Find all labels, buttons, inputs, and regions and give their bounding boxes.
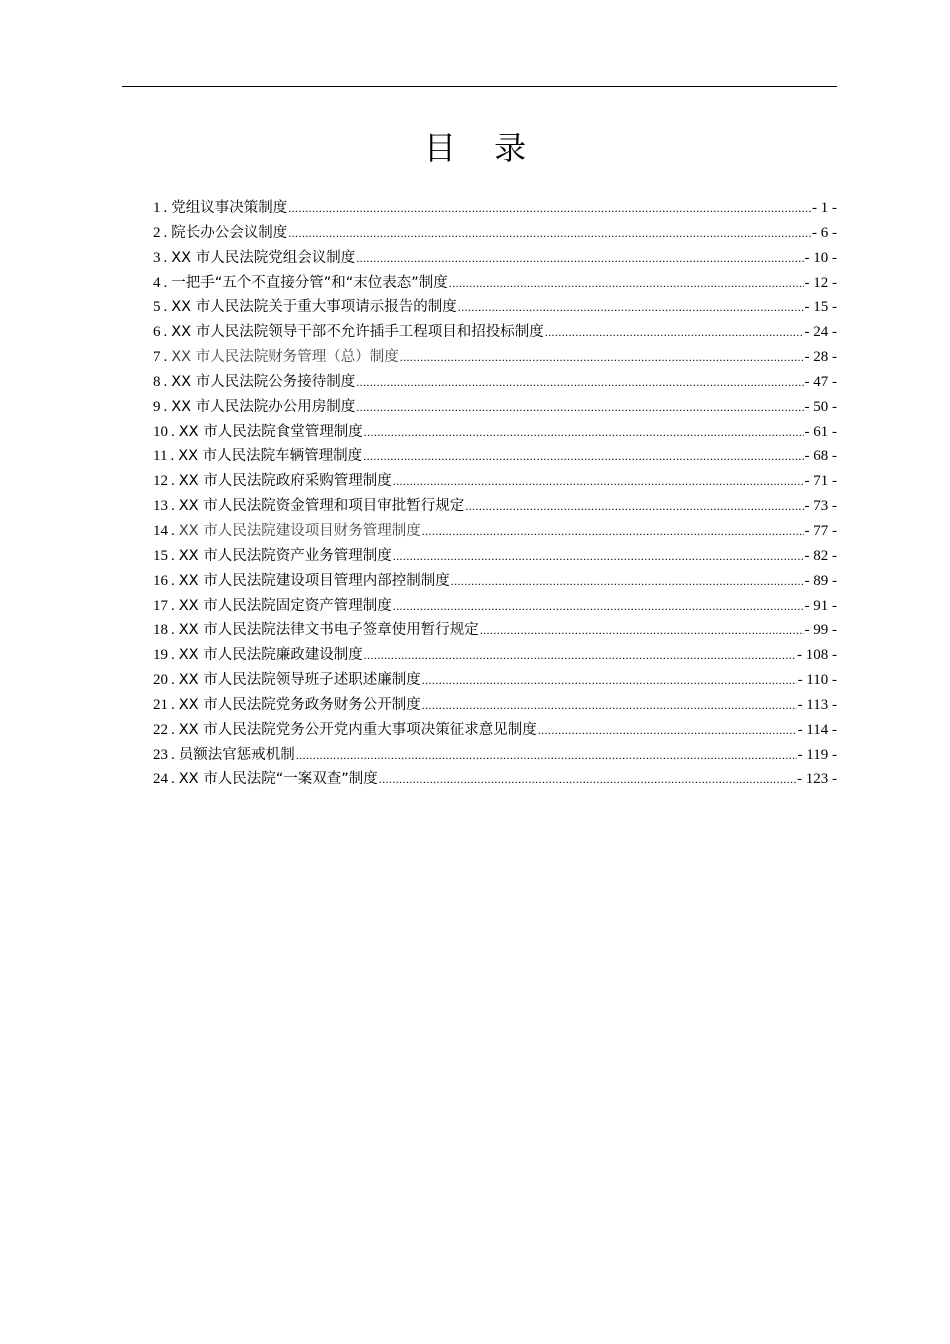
toc-entry-21[interactable] [153, 693, 837, 718]
toc-entry-number: 10 [153, 423, 168, 440]
toc-entry-title: XX 市人民法院财务管理（总）制度 [171, 349, 399, 366]
toc-entry-number: 1 [153, 200, 161, 216]
toc-leader-dots [538, 718, 797, 742]
toc-entry-title: XX 市人民法院党务公开党内重大事项决策征求意见制度 [178, 721, 537, 738]
toc-entry-number: 13 [153, 498, 168, 515]
toc-leader-dots [393, 594, 804, 618]
toc-separator: . [163, 200, 168, 216]
toc-entry-title: 党组议事决策制度 [171, 200, 288, 216]
toc-leader-dots [480, 618, 804, 642]
toc-entry-title: XX 市人民法院车辆管理制度 [178, 448, 363, 465]
toc-entry-19[interactable] [153, 643, 837, 668]
toc-separator: . [171, 696, 175, 713]
toc-entry-title: XX 市人民法院政府采购管理制度 [178, 473, 392, 490]
toc-entry-12[interactable] [153, 469, 837, 494]
toc-entry-11[interactable] [153, 444, 837, 469]
toc-entry-page: - 113 - [797, 696, 837, 713]
toc-leader-dots [296, 743, 797, 767]
toc-leader-dots [393, 469, 804, 493]
toc-entry-page: - 82 - [804, 547, 837, 564]
toc-entry-1[interactable] [153, 196, 837, 221]
toc-entry-page: - 50 - [804, 398, 837, 415]
toc-entry-page: - 77 - [804, 522, 837, 539]
toc-separator: . [171, 597, 175, 614]
toc-entry-page: - 123 - [797, 771, 837, 788]
toc-entry-8[interactable] [153, 370, 837, 395]
toc-entry-7[interactable] [153, 345, 837, 370]
toc-entry-title: XX 市人民法院建设项目财务管理制度 [178, 522, 421, 539]
toc-entry-page: - 61 - [804, 423, 837, 440]
toc-separator: . [163, 349, 168, 366]
toc-entry-number: 24 [153, 771, 168, 788]
toc-entry-18[interactable] [153, 618, 837, 643]
toc-entry-title: XX 市人民法院法律文书电子签章使用暂行规定 [178, 622, 479, 639]
toc-entry-title: XX 市人民法院党组会议制度 [171, 249, 356, 266]
toc-entry-page: - 91 - [804, 597, 837, 614]
toc-separator: . [170, 448, 175, 465]
toc-leader-dots [356, 246, 803, 270]
toc-entry-title: XX 市人民法院领导班子述职述廉制度 [178, 672, 421, 689]
toc-separator: . [163, 324, 168, 341]
toc-entry-title: XX 市人民法院资产业务管理制度 [178, 547, 392, 564]
toc-entry-title: XX 市人民法院关于重大事项请示报告的制度 [171, 299, 457, 316]
toc-leader-dots [379, 767, 796, 791]
toc-title: 目 录 [423, 129, 541, 167]
toc-leader-dots [451, 569, 804, 593]
toc-entry-9[interactable] [153, 395, 837, 420]
toc-separator: . [171, 572, 175, 589]
toc-entry-page: - 108 - [797, 647, 837, 664]
toc-leader-dots [400, 345, 804, 369]
toc-leader-dots [422, 693, 797, 717]
toc-entry-number: 18 [153, 622, 168, 639]
toc-separator: . [171, 721, 175, 738]
toc-entry-number: 12 [153, 473, 168, 490]
toc-entry-title: XX 市人民法院食堂管理制度 [178, 423, 363, 440]
toc-entry-title: 员额法官惩戒机制 [178, 746, 295, 763]
toc-entry-number: 16 [153, 572, 168, 589]
toc-leader-dots [356, 370, 803, 394]
toc-entry-number: 5 [153, 299, 161, 316]
toc-entry-13[interactable] [153, 494, 837, 519]
toc-entry-number: 21 [153, 696, 168, 713]
toc-entry-title: 院长办公会议制度 [171, 224, 288, 241]
toc-leader-dots [356, 395, 803, 419]
toc-separator: . [163, 274, 168, 291]
toc-separator: . [163, 249, 168, 266]
toc-entry-17[interactable] [153, 594, 837, 619]
toc-entry-number: 15 [153, 547, 168, 564]
toc-entry-title: 一把手“五个不直接分管”和“末位表态”制度 [171, 274, 448, 291]
toc-leader-dots [288, 196, 811, 220]
toc-leader-dots [363, 444, 803, 468]
toc-leader-dots [364, 420, 804, 444]
toc-entry-title: XX 市人民法院党务政务财务公开制度 [178, 696, 421, 713]
toc-entry-page: - 6 - [812, 224, 837, 241]
toc-separator: . [171, 498, 175, 515]
toc-leader-dots [449, 271, 804, 295]
toc-entry-page: - 73 - [804, 498, 837, 515]
toc-entry-page: - 28 - [804, 349, 837, 366]
table-of-contents [153, 196, 837, 792]
toc-leader-dots [458, 295, 804, 319]
toc-entry-5[interactable] [153, 295, 837, 320]
toc-entry-number: 3 [153, 249, 161, 266]
toc-entry-page: - 114 - [797, 721, 837, 738]
toc-entry-number: 4 [153, 274, 161, 291]
toc-entry-title: XX 市人民法院公务接待制度 [171, 373, 356, 390]
toc-entry-number: 17 [153, 597, 168, 614]
toc-separator: . [171, 522, 175, 539]
toc-separator: . [171, 547, 175, 564]
toc-separator: . [171, 622, 175, 639]
toc-leader-dots [288, 221, 811, 245]
toc-entry-title: XX 市人民法院办公用房制度 [171, 398, 356, 415]
toc-entry-title: XX 市人民法院廉政建设制度 [178, 647, 363, 664]
toc-entry-10[interactable] [153, 420, 837, 445]
toc-entry-23[interactable] [153, 743, 837, 768]
toc-entry-20[interactable] [153, 668, 837, 693]
toc-leader-dots [364, 643, 796, 667]
toc-entry-page: - 68 - [804, 448, 837, 465]
toc-entry-4[interactable] [153, 271, 837, 296]
toc-leader-dots [465, 494, 803, 518]
toc-entry-page: - 1 - [812, 200, 837, 216]
toc-separator: . [171, 771, 175, 788]
toc-separator: . [171, 473, 175, 490]
toc-entry-title: XX 市人民法院资金管理和项目审批暂行规定 [178, 498, 465, 515]
toc-entry-page: - 10 - [804, 249, 837, 266]
toc-leader-dots [545, 320, 804, 344]
toc-separator: . [163, 224, 168, 241]
toc-entry-title: XX 市人民法院建设项目管理内部控制制度 [178, 572, 450, 589]
toc-entry-number: 22 [153, 721, 168, 738]
toc-leader-dots [393, 544, 804, 568]
toc-entry-number: 11 [153, 448, 168, 465]
toc-entry-2[interactable] [153, 221, 837, 246]
toc-entry-title: XX 市人民法院固定资产管理制度 [178, 597, 392, 614]
toc-entry-22[interactable] [153, 718, 837, 743]
toc-entry-24[interactable] [153, 767, 837, 792]
toc-entry-title: XX 市人民法院领导干部不允许插手工程项目和招投标制度 [171, 324, 544, 341]
toc-separator: . [171, 746, 175, 763]
toc-entry-number: 19 [153, 647, 168, 664]
toc-entry-number: 8 [153, 373, 161, 390]
toc-separator: . [171, 672, 175, 689]
toc-entry-page: - 99 - [804, 622, 837, 639]
toc-entry-page: - 15 - [804, 299, 837, 316]
toc-entry-title: XX 市人民法院“一案双查”制度 [178, 771, 378, 788]
toc-entry-16[interactable] [153, 569, 837, 594]
toc-separator: . [163, 373, 168, 390]
toc-entry-page: - 24 - [804, 324, 837, 341]
toc-separator: . [163, 398, 168, 415]
toc-entry-3[interactable] [153, 246, 837, 271]
toc-entry-page: - 71 - [804, 473, 837, 490]
toc-entry-15[interactable] [153, 544, 837, 569]
toc-entry-page: - 12 - [804, 274, 837, 291]
toc-separator: . [163, 299, 168, 316]
toc-entry-number: 23 [153, 746, 168, 763]
toc-separator: . [171, 647, 175, 664]
toc-entry-number: 7 [153, 349, 161, 366]
toc-entry-number: 20 [153, 672, 168, 689]
toc-entry-6[interactable] [153, 320, 837, 345]
toc-entry-page: - 119 - [797, 746, 837, 763]
toc-separator: . [171, 423, 175, 440]
toc-entry-number: 9 [153, 398, 161, 415]
toc-entry-14[interactable] [153, 519, 837, 544]
toc-entry-number: 14 [153, 522, 168, 539]
toc-entry-number: 6 [153, 324, 161, 341]
toc-leader-dots [422, 668, 797, 692]
toc-entry-page: - 89 - [804, 572, 837, 589]
header-rule [122, 86, 837, 87]
toc-leader-dots [422, 519, 804, 543]
toc-entry-number: 2 [153, 224, 161, 241]
toc-entry-page: - 110 - [797, 672, 837, 689]
toc-entry-page: - 47 - [804, 373, 837, 390]
